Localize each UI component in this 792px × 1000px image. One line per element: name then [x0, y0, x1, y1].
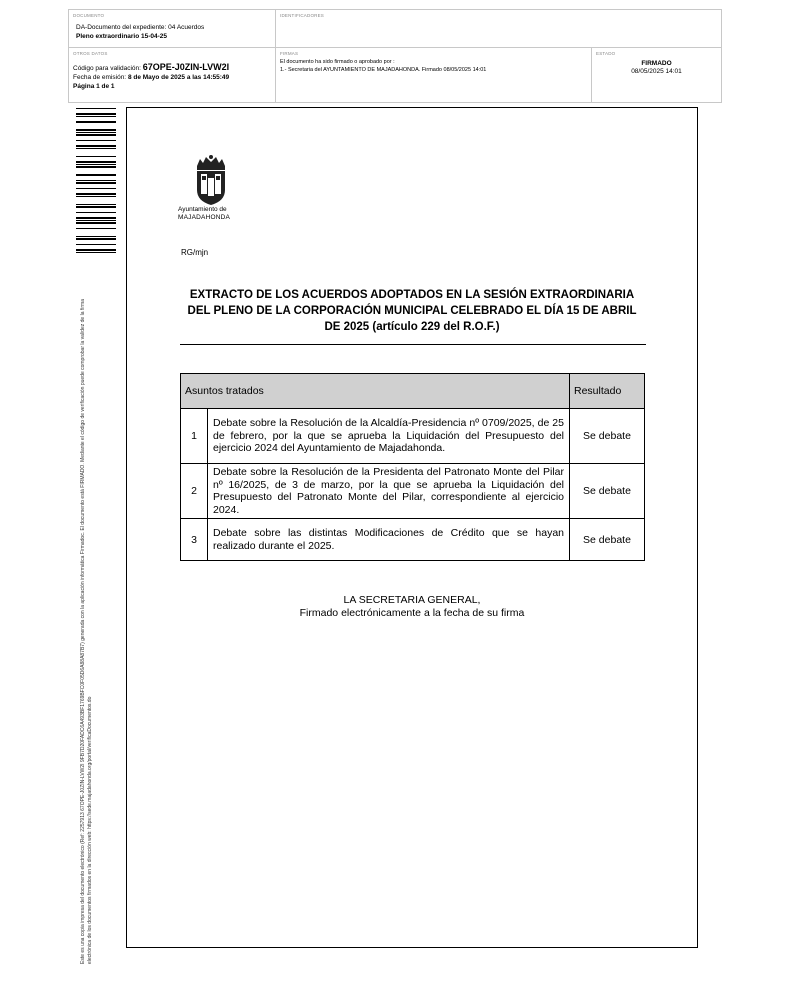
barcode-bar	[76, 126, 116, 128]
identificadores-cell	[276, 10, 721, 48]
barcode-bar	[76, 196, 116, 197]
barcode-bar	[76, 241, 116, 243]
coat-of-arms-icon	[178, 154, 244, 206]
barcode-bar	[76, 222, 116, 224]
otros-datos-cell	[69, 48, 276, 102]
barcode-bar	[76, 244, 116, 245]
barcode-bar	[76, 142, 116, 144]
barcode	[76, 108, 116, 276]
barcode-bar	[76, 201, 116, 203]
row-number: 3	[181, 519, 208, 561]
barcode-bar	[76, 124, 116, 125]
estado-fecha: 08/05/2025 14:01	[631, 68, 682, 75]
table-header-row	[181, 374, 645, 409]
barcode-bar	[76, 156, 116, 157]
barcode-bar	[76, 217, 116, 219]
document-title	[180, 287, 644, 335]
barcode-bar	[76, 177, 116, 179]
barcode-bar	[76, 137, 116, 139]
logo-line-2: MAJADAHONDA	[178, 214, 231, 221]
barcode-bar	[76, 158, 116, 160]
barcode-bar	[76, 182, 116, 184]
barcode-bar	[76, 246, 116, 248]
firmas-line-1: El documento ha sido firmado o aprobado por :	[280, 59, 395, 65]
barcode-bar	[76, 121, 116, 123]
barcode-bar	[76, 132, 116, 133]
barcode-bar	[76, 214, 116, 216]
title-divider	[180, 344, 646, 345]
agenda-table	[180, 373, 645, 561]
barcode-bar	[76, 113, 116, 115]
barcode-bar	[76, 108, 116, 109]
table-row	[181, 464, 645, 519]
codigo-prefix: Código para validación:	[73, 65, 141, 72]
barcode-bar	[76, 238, 116, 240]
barcode-bar	[76, 110, 116, 112]
fecha-prefix: Fecha de emisión:	[73, 74, 127, 81]
barcode-bar	[76, 150, 116, 152]
barcode-bar	[76, 188, 116, 189]
estado-value: FIRMADO	[641, 60, 672, 67]
signature-block	[180, 594, 644, 620]
barcode-bar	[76, 180, 116, 181]
barcode-bar	[76, 118, 116, 120]
barcode-bar	[76, 228, 116, 229]
barcode-bar	[76, 145, 116, 147]
row-description: Debate sobre la Resolución de la Presidenta del Patronato Monte del Pilar nº 16/2025, de 3 de marzo, por la que se aprueba la Liquidación del Presupuesto del Patronato Monte del Pilar, correspondiente al ejercicio 2024.	[208, 464, 570, 519]
estado-label: ESTADO	[596, 51, 616, 56]
row-description: Debate sobre las distintas Modificaciones de Crédito que se hayan realizado durante el 2025.	[208, 519, 570, 561]
barcode-bar	[76, 230, 116, 232]
row-description: Debate sobre la Resolución de la Alcaldía-Presidencia nº 0709/2025, de 25 de febrero, por la que se aprueba la Liquidación del Presupuesto del ejercicio 2024 del Ayuntamiento de Majadahonda.	[208, 409, 570, 464]
barcode-bar	[76, 153, 116, 155]
barcode-bar	[76, 254, 116, 256]
majadahonda-logo	[178, 154, 244, 226]
barcode-bar	[76, 193, 116, 195]
logo-line-1: Ayuntamiento de	[178, 206, 227, 213]
barcode-bar	[76, 252, 116, 253]
signature-line-1: LA SECRETARIA GENERAL,	[343, 594, 481, 606]
barcode-bar	[76, 233, 116, 235]
barcode-bar	[76, 249, 116, 251]
table-row	[181, 409, 645, 464]
barcode-bar	[76, 220, 116, 221]
barcode-bar	[76, 116, 116, 117]
barcode-bar	[76, 161, 116, 163]
verification-side-text: Este es una copia impresa del documento electrónico (Ref: 2257913 67OPE-J0ZIN-LVW2I 9FB7D20FADC6A493BF1769BFC0F05D6A88A87B7) generada con la aplicación informática Firmadoc. El documento está FIRMADO. Mediante el código de verificación puede comprobar la validez de la firma electrónica de los documentos firmados en la dirección web: https://sede.majadahonda.org/portal/verificaDocumentos.do	[80, 299, 93, 964]
barcode-bar	[76, 209, 116, 211]
reference-initials: RG/mjn	[181, 248, 209, 257]
fecha-emision	[73, 73, 229, 82]
table-row	[181, 519, 645, 561]
barcode-bar	[76, 172, 116, 173]
title-line-1: EXTRACTO DE LOS ACUERDOS ADOPTADOS EN LA SESIÓN EXTRAORDINARIA	[189, 289, 635, 301]
row-result: Se debate	[570, 464, 645, 519]
row-number: 2	[181, 464, 208, 519]
barcode-bar	[76, 206, 116, 208]
signature-line-2: Firmado electrónicamente a la fecha de su firma	[299, 607, 525, 619]
barcode-bar	[76, 148, 116, 149]
row-result: Se debate	[570, 409, 645, 464]
barcode-bar	[76, 236, 116, 237]
barcode-bar	[76, 212, 116, 213]
barcode-bar	[76, 169, 116, 171]
firmas-cell	[276, 48, 592, 102]
documento-label: DOCUMENTO	[73, 13, 105, 18]
barcode-bar	[76, 140, 116, 141]
document-metadata-header	[68, 9, 722, 103]
barcode-bar	[76, 174, 116, 176]
title-line-3: DE 2025 (artículo 229 del R.O.F.)	[324, 321, 500, 333]
documento-cell	[69, 10, 276, 48]
estado-cell	[592, 48, 721, 102]
otros-datos-label: OTROS DATOS	[73, 51, 108, 56]
barcode-bar	[76, 166, 116, 168]
barcode-bar	[76, 198, 116, 200]
identificadores-label: IDENTIFICADORES	[280, 13, 325, 18]
col-resultado-header: Resultado	[570, 374, 645, 409]
barcode-bar	[76, 134, 116, 136]
barcode-bar	[76, 185, 116, 187]
barcode-bar	[76, 164, 116, 165]
title-line-2: DEL PLENO DE LA CORPORACIÓN MUNICIPAL CELEBRADO EL DÍA 15 DE ABRIL	[187, 305, 637, 317]
barcode-bar	[76, 204, 116, 205]
documento-line-2: Pleno extraordinario 15-04-25	[76, 33, 168, 40]
documento-line-1: DA-Documento del expediente: 04 Acuerdos	[76, 24, 205, 31]
firmas-line-2: 1.- Secretaria del AYUNTAMIENTO DE MAJADAHONDA. Firmado 08/05/2025 14:01	[280, 67, 487, 73]
pagina-count: Página 1 de 1	[73, 83, 115, 90]
codigo-validacion	[73, 63, 229, 73]
barcode-bar	[76, 190, 116, 192]
codigo-value: 67OPE-J0ZIN-LVW2I	[142, 62, 230, 72]
col-asuntos-header: Asuntos tratados	[181, 374, 570, 409]
firmas-label: FIRMAS	[280, 51, 299, 56]
row-result: Se debate	[570, 519, 645, 561]
barcode-bar	[76, 225, 116, 227]
fecha-value: 8 de Mayo de 2025 a las 14:55:49	[127, 74, 230, 81]
barcode-bar	[76, 129, 116, 131]
row-number: 1	[181, 409, 208, 464]
